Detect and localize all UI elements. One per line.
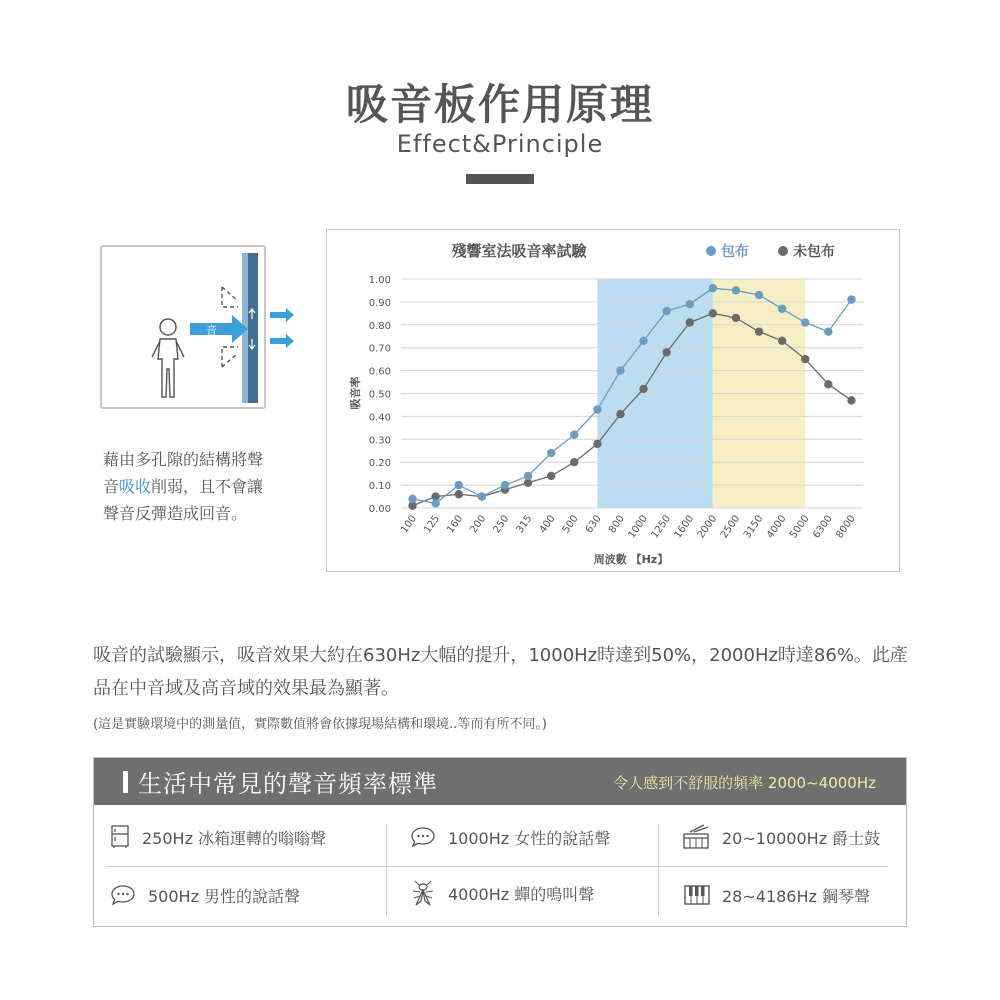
freq-label: 28~4186Hz 鋼琴聲 (722, 886, 871, 906)
y-tick-label: 0.70 (368, 343, 391, 355)
x-tick-label: 630 (583, 513, 604, 536)
data-point (639, 385, 647, 393)
y-tick-label: 0.50 (368, 389, 391, 401)
data-point (570, 431, 578, 439)
absorption-illustration (102, 247, 268, 411)
desc-text: 藉由多孔隙的結構將聲音 (103, 450, 264, 496)
data-point (593, 405, 601, 413)
freq-item (684, 880, 870, 910)
data-point (686, 300, 694, 308)
data-point (824, 327, 832, 335)
page-subtitle: Effect&Principle (396, 130, 604, 158)
data-point (847, 396, 855, 404)
y-tick-label: 0.20 (368, 458, 391, 470)
data-point (593, 440, 601, 448)
data-point (639, 337, 647, 345)
column-divider (658, 824, 659, 916)
freq-label: 20~10000Hz 爵士鼓 (722, 828, 881, 848)
data-point (570, 458, 578, 466)
x-tick-label: 8000 (834, 513, 858, 541)
x-tick-label: 250 (491, 513, 512, 536)
drum-icon (682, 824, 710, 850)
diagram-description (103, 446, 275, 527)
x-tick-label: 5000 (788, 513, 812, 541)
desc-text: 削弱，且不會讓聲音反彈造成回音。 (103, 477, 264, 523)
x-tick-label: 1250 (649, 513, 674, 541)
data-point (847, 295, 855, 303)
summary-note: (這是實驗環境中的測量值，實際數值將會依據現場結構和環境..等而有所不同。) (93, 717, 547, 732)
legend-marker-wrapped (706, 246, 716, 256)
legend-marker-unwrapped (778, 246, 788, 256)
x-tick-label: 1000 (626, 513, 651, 541)
data-point (478, 492, 486, 500)
legend (706, 243, 835, 260)
y-tick-label: 1.00 (368, 275, 391, 286)
fridge-icon (110, 825, 130, 849)
transmission-arrows (268, 306, 298, 350)
freq-item (110, 880, 300, 910)
data-point (755, 327, 763, 335)
freq-label: 1000Hz 女性的說話聲 (448, 828, 611, 848)
data-point (455, 490, 463, 498)
data-point (686, 318, 694, 326)
data-point (778, 337, 786, 345)
freq-label: 4000Hz 蟬的鳴叫聲 (448, 884, 595, 904)
x-tick-label: 100 (399, 513, 420, 536)
data-point (732, 286, 740, 294)
y-tick-label: 0.40 (368, 412, 391, 424)
freq-label: 500Hz 男性的說話聲 (148, 886, 301, 906)
data-point (801, 318, 809, 326)
data-point (662, 307, 670, 315)
x-tick-label: 1600 (672, 513, 697, 541)
chart-svg (327, 230, 901, 573)
x-tick-label: 160 (445, 513, 466, 536)
data-point (709, 309, 717, 317)
x-tick-label: 4000 (764, 513, 789, 541)
absorption-diagram (100, 245, 266, 409)
speech-bubble-icon (110, 884, 136, 906)
x-tick-label: 315 (514, 513, 535, 536)
data-point (824, 380, 832, 388)
freq-label: 250Hz 冰箱運轉的嗡嗡聲 (142, 828, 327, 848)
x-tick-label: 3150 (741, 513, 766, 541)
data-point (616, 366, 624, 374)
absorber-panel (248, 253, 258, 403)
x-axis-label: 周波數 【Hz】 (593, 553, 669, 566)
desc-highlight: 吸收 (119, 477, 152, 496)
data-point (455, 481, 463, 489)
data-point (408, 495, 416, 503)
y-tick-label: 0.10 (368, 481, 391, 493)
legend-label-wrapped: 包布 (721, 244, 749, 260)
speech-bubble-icon (410, 826, 436, 848)
sound-label: 音 (206, 324, 217, 337)
legend-label-unwrapped: 未包布 (793, 244, 835, 260)
data-point (547, 472, 555, 480)
transmit-arrow-icon (270, 334, 294, 348)
x-tick-label: 2000 (695, 513, 720, 541)
data-point (778, 305, 786, 313)
frequency-title: 生活中常見的聲音頻率標準 (138, 770, 438, 798)
y-tick-label: 0.30 (368, 435, 391, 447)
data-point (732, 314, 740, 322)
x-tick-label: 125 (422, 513, 443, 536)
data-point (431, 499, 439, 507)
x-tick-label: 2500 (718, 513, 743, 541)
x-tick-label: 400 (537, 513, 558, 536)
freq-item (682, 822, 880, 852)
transmit-arrow-icon (270, 308, 294, 322)
data-point (501, 481, 509, 489)
x-tick-label: 800 (606, 513, 627, 536)
page-title: 吸音板作用原理 (345, 80, 654, 129)
row-divider (106, 866, 888, 867)
absorption-chart (326, 229, 900, 572)
freq-item (110, 822, 326, 852)
frequency-panel (93, 757, 907, 927)
data-point (801, 355, 809, 363)
data-point (662, 348, 670, 356)
data-point (524, 472, 532, 480)
summary-paragraph: 吸音的試驗顯示，吸音效果大約在630Hz大幅的提升，1000Hz時達到50%，2000Hz時達86%。此產品在中音域及高音域的效果最為顯著。 (93, 645, 908, 699)
title-divider (466, 174, 534, 184)
column-divider (386, 824, 387, 916)
y-tick-label: 0.60 (368, 366, 391, 378)
x-tick-label: 200 (468, 513, 489, 536)
header-accent-bar (123, 771, 128, 793)
freq-item (410, 822, 610, 852)
data-point (616, 410, 624, 418)
chart-title: 殘響室法吸音率試驗 (451, 242, 587, 260)
x-tick-label: 6300 (811, 513, 835, 541)
y-axis-label: 吸音率 (349, 376, 362, 410)
x-tick-label: 500 (560, 513, 581, 536)
freq-item (410, 878, 594, 908)
data-point (709, 284, 717, 292)
piano-icon (684, 884, 710, 906)
cicada-icon (410, 879, 436, 907)
person-icon (152, 319, 184, 397)
y-tick-label: 0.90 (368, 297, 391, 309)
y-tick-label: 0.00 (368, 504, 391, 515)
frequency-note: 令人感到不舒服的頻率 2000~4000Hz (613, 774, 876, 792)
y-tick-label: 0.80 (368, 320, 391, 332)
data-point (547, 449, 555, 457)
data-point (755, 291, 763, 299)
sound-arrow-icon (190, 315, 248, 343)
frequency-header (94, 758, 906, 805)
